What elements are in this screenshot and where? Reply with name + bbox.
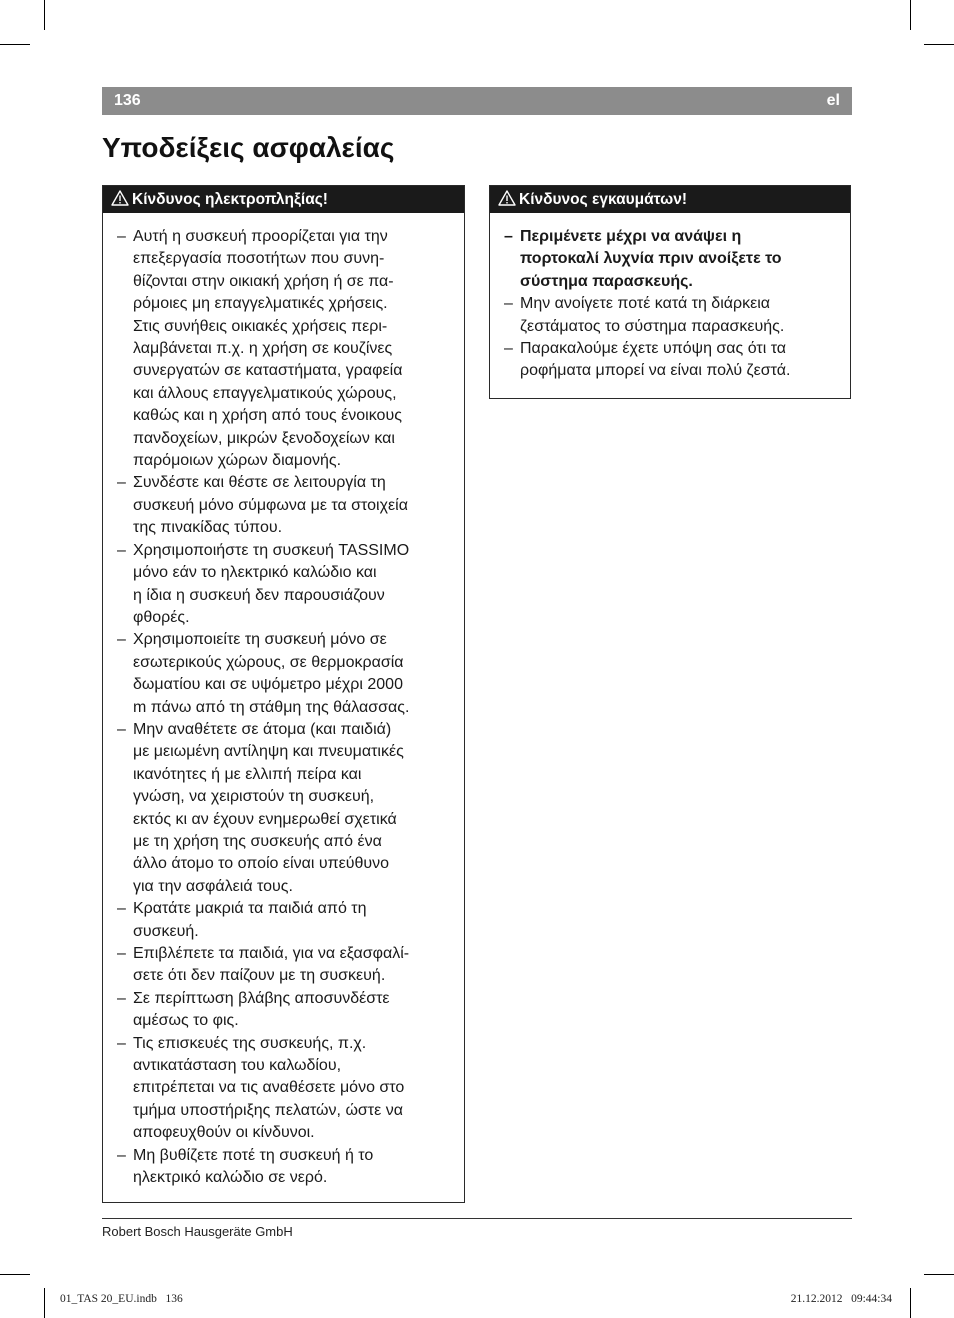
list-item-line: της πινακίδας τύπου. (133, 519, 283, 537)
list-item-line: πανδοχείων, μικρών ξενοδοχείων και (133, 429, 395, 447)
warning-triangle-icon (498, 190, 516, 206)
list-item (103, 943, 464, 988)
warning-heading (490, 186, 850, 213)
crop-mark (910, 0, 911, 30)
safety-list (490, 226, 850, 383)
list-item (103, 1033, 464, 1145)
crop-mark (44, 1288, 45, 1318)
burn-warning-box (489, 185, 851, 399)
dash-bullet: – (117, 228, 126, 245)
print-slug-file: 01_TAS 20_EU.indb 136 (60, 1293, 183, 1305)
list-item-line: σύστημα παρασκευής. (520, 272, 693, 290)
list-item-line: με μειωμένη αντίληψη και πνευματικές (133, 743, 404, 761)
list-item (103, 226, 464, 472)
list-item (103, 988, 464, 1033)
list-item-line: επεξεργασία ποσοτήτων που συνη- (133, 250, 385, 268)
list-item-line: Μην αναθέτετε σε άτομα (και παιδιά) (133, 720, 392, 738)
dash-bullet: – (117, 720, 126, 738)
list-item-line: εσωτερικούς χώρους, σε θερμοκρασία (133, 653, 404, 671)
list-item-line: ζεστάματος το σύστημα παρασκευής. (520, 317, 785, 335)
list-item-line: Στις συνήθεις οικιακές χρήσεις περι- (133, 317, 388, 335)
list-item-line: άλλο άτομο το οποίο είναι υπεύθυνο (133, 855, 390, 873)
warning-heading-text: Κίνδυνος εγκαυμάτων! (519, 191, 688, 208)
list-item-line: ροφήματα μπορεί να είναι πολύ ζεστά. (520, 362, 791, 380)
warning-triangle-icon (111, 190, 129, 206)
list-item-line: Περιμένετε μέχρι να ανάψει η (520, 228, 742, 245)
list-item (103, 472, 464, 539)
crop-mark (0, 1274, 30, 1275)
footer-company: Robert Bosch Hausgeräte GmbH (102, 1224, 293, 1239)
list-item-line: δωματίου και σε υψόμετρο μέχρι 2000 (133, 676, 403, 694)
list-item-line: η ίδια η συσκευή δεν παρουσιάζουν (133, 586, 385, 604)
list-item-line: συσκευή μόνο σύμφωνα με τα στοιχεία (133, 496, 408, 514)
print-slug-timestamp: 21.12.2012 09:44:34 (790, 1293, 892, 1305)
list-item-line: σετε ότι δεν παίζουν με τη συσκευή. (133, 967, 386, 985)
list-item-line: Τις επισκευές της συσκευής, π.χ. (133, 1034, 367, 1052)
list-item-line: πορτοκαλί λυχνία πριν ανοίξετε το (520, 250, 782, 268)
electric-shock-warning-box (102, 185, 465, 1203)
dash-bullet: – (117, 900, 126, 918)
list-item-line: αποφευχθούν οι κίνδυνοι. (133, 1124, 315, 1142)
list-item (103, 1145, 464, 1190)
list-item-line: εκτός κι αν έχουν ενημερωθεί σχετικά (133, 810, 397, 828)
list-item-line: Παρακαλούμε έχετε υπόψη σας ότι τα (520, 340, 787, 358)
page-number: 136 (114, 92, 141, 109)
warning-heading (103, 186, 464, 213)
list-item (103, 719, 464, 898)
list-item-line: Σε περίπτωση βλάβης αποσυνδέστε (133, 989, 390, 1007)
list-item-line: τμήμα υποστήριξης πελατών, ώστε να (133, 1101, 403, 1119)
crop-mark (924, 44, 954, 45)
dash-bullet: – (117, 1146, 126, 1164)
dash-bullet: – (504, 295, 513, 313)
page-title: Υποδείξεις ασφαλείας (102, 132, 395, 163)
dash-bullet: – (117, 541, 126, 559)
list-item (103, 898, 464, 943)
list-item-line: ηλεκτρικό καλώδιο σε νερό. (133, 1169, 328, 1187)
header-bar (102, 87, 852, 115)
list-item-line: Χρησιμοποιήστε τη συσκευή TASSIMO (133, 541, 410, 559)
dash-bullet: – (117, 474, 126, 492)
list-item-line: Συνδέστε και θέστε σε λειτουργία τη (133, 474, 386, 492)
list-item-line: Επιβλέπετε τα παιδιά, για να εξασφαλί- (133, 945, 410, 962)
list-item-line: καθώς και η χρήση από τους ένοικους (133, 407, 402, 425)
warning-heading-text: Κίνδυνος ηλεκτροπληξίας! (132, 191, 328, 208)
footer-divider (102, 1218, 852, 1219)
crop-mark (924, 1274, 954, 1275)
list-item-line: με τη χρήση της συσκευής από ένα (133, 832, 382, 850)
crop-mark (0, 44, 30, 45)
list-item (103, 629, 464, 719)
dash-bullet: – (504, 340, 513, 358)
list-item-line: Κρατάτε μακριά τα παιδιά από τη (133, 900, 367, 918)
list-item-line: Μη βυθίζετε ποτέ τη συσκευή ή το (133, 1146, 374, 1164)
list-item-line: αμέσως το φις. (133, 1012, 239, 1030)
safety-list (103, 226, 464, 1189)
dash-bullet: – (504, 228, 513, 245)
list-item-line: ικανότητες ή με ελλιπή πείρα και (133, 765, 362, 783)
list-item-line: Αυτή η συσκευή προορίζεται για την (133, 228, 388, 245)
list-item-line: και άλλους επαγγελματικούς χώρους, (133, 384, 397, 402)
list-item (490, 338, 850, 383)
list-item-line: παρόμοιων χώρων διαμονής. (133, 452, 342, 470)
list-item-line: γνώση, να χειριστούν τη συσκευή, (133, 788, 375, 806)
list-item-line: μόνο εάν το ηλεκτρικό καλώδιο και (133, 564, 377, 582)
list-item-line: αντικατάσταση του καλωδίου, (133, 1057, 342, 1075)
list-item (490, 226, 850, 293)
dash-bullet: – (117, 989, 126, 1007)
dash-bullet: – (117, 1034, 126, 1052)
list-item-line: συσκευή. (133, 922, 199, 940)
list-item-line: επιτρέπεται να τις αναθέσετε μόνο στο (133, 1079, 405, 1097)
dash-bullet: – (117, 631, 126, 649)
list-item-line: λαμβάνεται π.χ. η χρήση σε κουζίνες (133, 340, 393, 358)
crop-mark (44, 0, 45, 30)
list-item-line: θίζονται στην οικιακή χρήση ή σε πα- (133, 272, 394, 290)
list-item-line: m πάνω από τη στάθμη της θάλασσας. (133, 698, 410, 716)
list-item-line: Χρησιμοποιείτε τη συσκευή μόνο σε (133, 631, 387, 649)
list-item-line: Μην ανοίγετε ποτέ κατά τη διάρκεια (520, 295, 771, 313)
crop-mark (910, 1288, 911, 1318)
list-item (103, 540, 464, 630)
list-item-line: για την ασφάλειά τους. (133, 877, 293, 895)
list-item-line: φθορές. (133, 608, 190, 626)
dash-bullet: – (117, 945, 126, 962)
list-item-line: ρόμοιες μη επαγγελματικές χρήσεις. (133, 295, 388, 313)
list-item (490, 293, 850, 338)
language-code: el (826, 92, 840, 109)
list-item-line: συνεργατών σε καταστήματα, γραφεία (133, 362, 403, 380)
